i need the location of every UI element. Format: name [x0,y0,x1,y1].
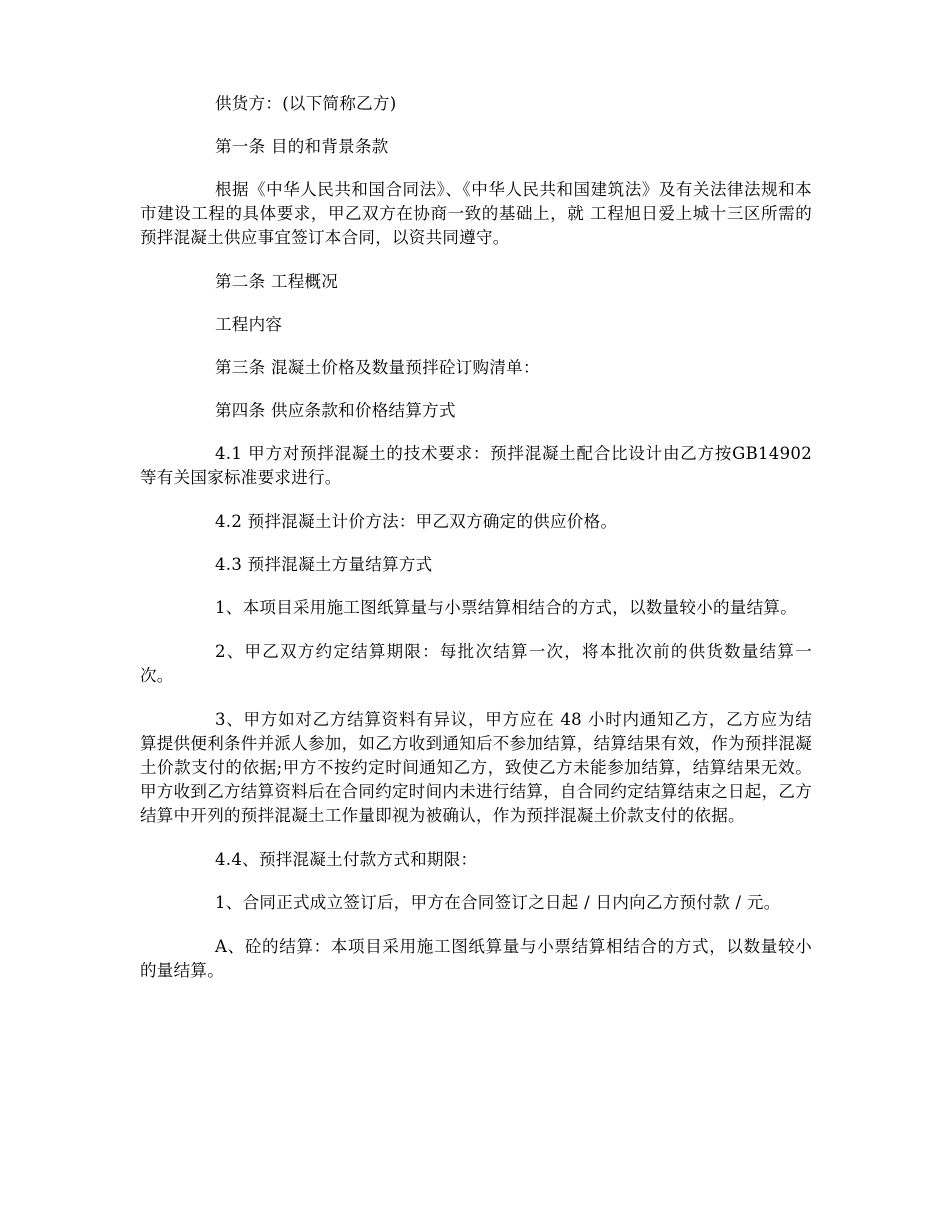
clause-4-4-item-a: A、砼的结算：本项目采用施工图纸算量与小票结算相结合的方式，以数量较小的量结算。 [140,937,812,980]
article-1-heading: 第一条 目的和背景条款 [215,137,389,156]
clause-4-3-item-1: 1、本项目采用施工图纸算量与小票结算相结合的方式，以数量较小的量结算。 [215,598,797,617]
supplier-line: 供货方：(以下简称乙方) [215,94,397,113]
clause-4-3-item-3: 3、甲方如对乙方结算资料有异议，甲方应在 48 小时内通知乙方，乙方应为结算提供便利条件并派人参加，如乙方收到通知后不参加结算，结算结果有效，作为预拌混凝土价款支付的依据;甲方不按约定时间通知乙方，致使乙方未能参加结算，结算结果无效。甲方收到乙方结算资料后在合同约定时间内未进行结算，自合同约定结算结束之日起，乙方结算中开列的预拌混凝土工作量即视为被确认，作为预拌混凝土价款支付的依据。 [140,710,812,825]
clause-4-2: 4.2 预拌混凝土计价方法：甲乙双方确定的供应价格。 [215,512,618,531]
document-body [140,92,812,1003]
project-content: 工程内容 [215,315,283,334]
clause-4-4-heading: 4.4、预拌混凝土付款方式和期限： [215,850,478,869]
article-3-heading: 第三条 混凝土价格及数量预拌砼订购清单： [215,358,540,377]
clause-4-3-item-2: 2、甲乙双方约定结算期限：每批次结算一次，将本批次前的供货数量结算一次。 [140,642,812,685]
article-2-heading: 第二条 工程概况 [215,272,339,291]
article-1-body: 根据《中华人民共和国合同法》、《中华人民共和国建筑法》及有关法律法规和本市建设工程的具体要求，甲乙双方在协商一致的基础上，就 工程旭日爱上城十三区所需的预拌混凝土供应事宜签订本合同，以资共同遵守。 [140,180,812,247]
clause-4-4-item-1: 1、合同正式成立签订后，甲方在合同签订之日起 / 日内向乙方预付款 / 元。 [215,893,781,912]
clause-4-1: 4.1 甲方对预拌混凝土的技术要求：预拌混凝土配合比设计由乙方按GB14902 等有关国家标准要求进行。 [140,444,812,487]
clause-4-3-heading: 4.3 预拌混凝土方量结算方式 [215,555,433,574]
article-4-heading: 第四条 供应条款和价格结算方式 [215,401,456,420]
